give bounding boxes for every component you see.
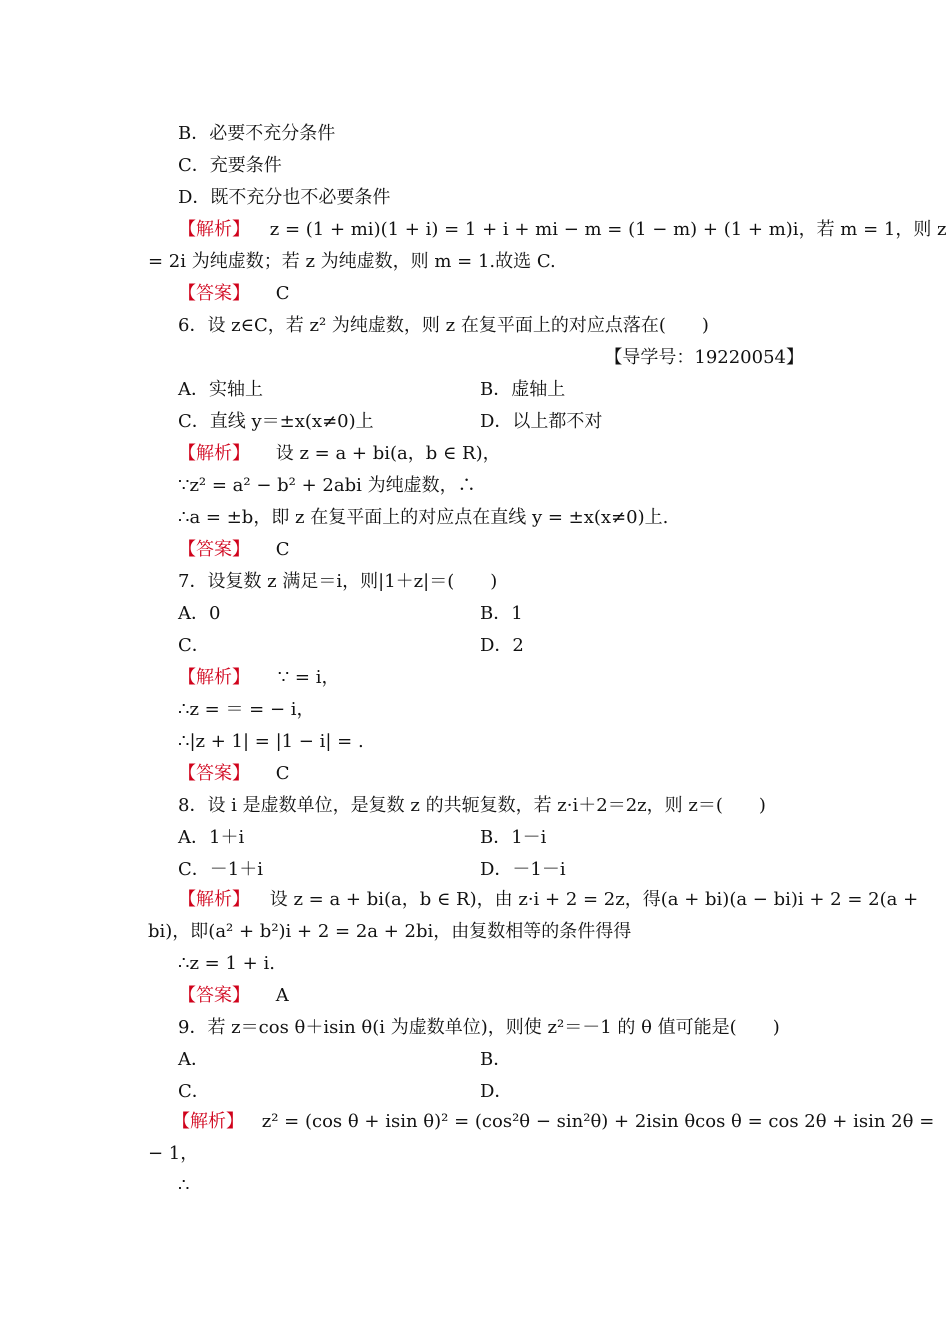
q8-option-b: B．1－i — [480, 827, 547, 848]
q9-analysis-line-2: − 1， — [148, 1143, 199, 1164]
q8-stem: 8．设 i 是虚数单位，是复数 z 的共轭复数，若 z·i＋2＝2z，则 z＝( ) — [178, 795, 766, 816]
q9-analysis-line-1 — [172, 1110, 934, 1134]
q5-analysis-line-1 — [178, 218, 947, 242]
q9-analysis-text-1: z² = (cos θ + isin θ)² = (cos²θ − sin²θ) + 2isin θcos θ = cos 2θ + isin 2θ = — [261, 1111, 935, 1132]
q5-option-b: B．必要不充分条件 — [178, 123, 336, 144]
q6-answer — [178, 538, 290, 562]
q8-analysis-line-3: ∴z = 1 + i. — [178, 953, 275, 974]
q7-answer-tag: 【答案】 — [178, 763, 250, 784]
q8-analysis-text-1: 设 z = a + bi(a，b ∈ R)，由 z·i + 2 = 2z，得(a + bi)(a − bi)i + 2 = 2(a + — [269, 889, 919, 910]
q9-option-d: D． — [480, 1081, 513, 1102]
q6-option-b: B．虚轴上 — [480, 379, 566, 400]
q8-answer — [178, 984, 289, 1008]
q5-analysis-line-2: = 2i 为纯虚数；若 z 为纯虚数，则 m = 1.故选 C. — [148, 251, 556, 272]
q8-analysis-line-2: bi)，即(a² + b²)i + 2 = 2a + 2bi，由复数相等的条件得得 — [148, 921, 632, 942]
q9-analysis-line-3: ∴ — [178, 1175, 190, 1196]
q6-answer-tag: 【答案】 — [178, 539, 250, 560]
q8-option-d: D．－1－i — [480, 859, 566, 880]
q6-analysis-text-1: 设 z = a + bi(a，b ∈ R)， — [275, 443, 501, 464]
q7-answer-value: C — [275, 763, 290, 784]
q9-analysis-tag: 【解析】 — [172, 1111, 244, 1132]
q7-option-c: C． — [178, 635, 210, 656]
q6-analysis-line-3: ∴a = ±b，即 z 在复平面上的对应点在直线 y = ±x(x≠0)上. — [178, 507, 669, 528]
q5-analysis-text-1: z = (1 + mi)(1 + i) = 1 + i + mi − m = (1 − m) + (1 + m)i，若 m = 1，则 z — [269, 219, 947, 240]
q5-option-c: C．充要条件 — [178, 155, 282, 176]
q6-option-d: D．以上都不对 — [480, 411, 603, 432]
q9-option-c: C． — [178, 1081, 210, 1102]
q6-analysis-line-1 — [178, 442, 501, 466]
q7-answer — [178, 762, 290, 786]
q6-guide-number: 【导学号：19220054】 — [604, 347, 804, 368]
q8-answer-tag: 【答案】 — [178, 985, 250, 1006]
q7-option-d: D．2 — [480, 635, 524, 656]
q8-answer-value: A — [275, 985, 289, 1006]
q7-analysis-line-2: ∴z = ＝ = − i， — [178, 699, 315, 720]
q7-analysis-text-1: ∵ = i， — [277, 667, 340, 688]
q7-stem: 7．设复数 z 满足＝i，则|1＋z|＝( ) — [178, 571, 498, 592]
q9-option-b: B． — [480, 1049, 512, 1070]
q7-option-a: A．0 — [178, 603, 221, 624]
q9-option-a: A． — [178, 1049, 209, 1070]
q6-answer-value: C — [275, 539, 290, 560]
q7-analysis-line-1 — [178, 666, 339, 690]
q5-analysis-tag: 【解析】 — [178, 219, 250, 240]
q8-option-c: C．－1＋i — [178, 859, 263, 880]
q8-analysis-line-1 — [178, 888, 918, 912]
q5-option-d: D．既不充分也不必要条件 — [178, 187, 391, 208]
q7-analysis-line-3: ∴|z + 1| = |1 − i| = . — [178, 731, 364, 752]
q5-answer — [178, 282, 290, 306]
q7-analysis-tag: 【解析】 — [178, 667, 250, 688]
q8-option-a: A．1＋i — [178, 827, 245, 848]
q7-option-b: B．1 — [480, 603, 523, 624]
q6-analysis-line-2: ∵z² = a² − b² + 2abi 为纯虚数，∴ — [178, 475, 476, 496]
q9-stem: 9．若 z＝cos θ＋isin θ(i 为虚数单位)，则使 z²＝－1 的 θ 值可能是( ) — [178, 1017, 780, 1038]
q8-analysis-tag: 【解析】 — [178, 889, 250, 910]
q6-analysis-tag: 【解析】 — [178, 443, 250, 464]
q6-option-a: A．实轴上 — [178, 379, 263, 400]
q5-answer-tag: 【答案】 — [178, 283, 250, 304]
q5-answer-value: C — [275, 283, 290, 304]
q6-option-c: C．直线 y＝±x(x≠0)上 — [178, 411, 374, 432]
q6-stem: 6．设 z∈C，若 z² 为纯虚数，则 z 在复平面上的对应点落在( ) — [178, 315, 709, 336]
